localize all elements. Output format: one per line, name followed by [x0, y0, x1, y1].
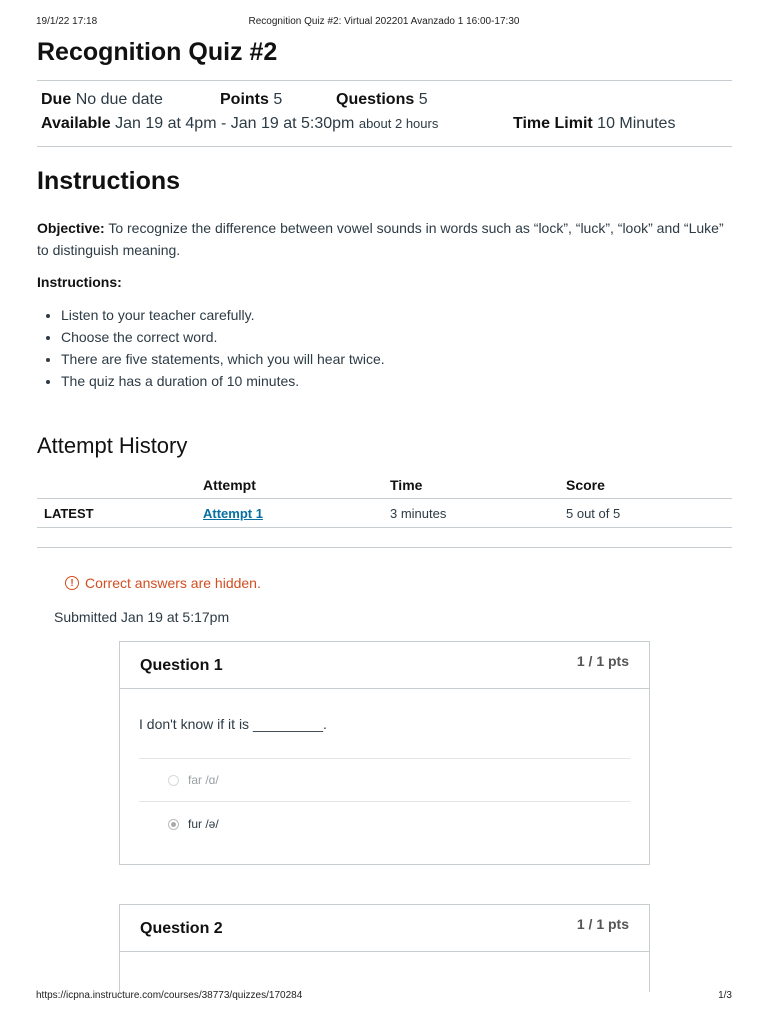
time-limit-value: 10 Minutes: [597, 115, 676, 132]
notice-text: Correct answers are hidden.: [85, 575, 261, 591]
questions-value: 5: [418, 91, 428, 108]
points-value: 5: [273, 91, 283, 108]
instructions-list: [37, 304, 385, 392]
quiz-available: [41, 115, 438, 133]
question-header: [120, 642, 649, 689]
list-item: • Listen to your teacher carefully.: [61, 304, 385, 326]
divider: [37, 547, 732, 548]
table-row: [37, 499, 732, 528]
answer-label: fur /ə/: [188, 817, 219, 831]
questions-label: Questions: [336, 91, 415, 108]
quiz-questions: [336, 91, 428, 109]
list-item: • The quiz has a duration of 10 minutes.: [61, 370, 385, 392]
instructions-label-paragraph: [37, 271, 727, 293]
attempt-link[interactable]: Attempt 1: [203, 506, 263, 521]
available-value: Jan 19 at 4pm - Jan 19 at 5:30pm: [115, 115, 355, 132]
divider: [37, 146, 732, 147]
points-label: Points: [220, 91, 269, 108]
table-divider: [37, 527, 732, 528]
warning-icon: !: [65, 576, 79, 590]
divider: [37, 80, 732, 81]
print-page-number: 1/3: [718, 990, 732, 1001]
attempt-row-label: LATEST: [44, 506, 94, 521]
attempt-score: 5 out of 5: [566, 506, 621, 521]
instructions-heading: Instructions: [37, 167, 181, 195]
print-header: [36, 16, 732, 30]
list-item: • There are five statements, which you will hear twice.: [61, 348, 385, 370]
print-datetime: 19/1/22 17:18: [36, 16, 98, 27]
radio-button-selected[interactable]: [168, 819, 179, 830]
available-label: Available: [41, 115, 111, 132]
quiz-points: [220, 91, 282, 109]
quiz-due: [41, 91, 163, 109]
objective-paragraph: [37, 217, 727, 261]
table-header-cell: Score: [566, 477, 605, 493]
available-note: about 2 hours: [358, 116, 439, 131]
question-text: I don't know if it is _________.: [139, 716, 327, 732]
radio-button[interactable]: [168, 775, 179, 786]
answers-hidden-notice: [65, 575, 261, 591]
question-header: [120, 905, 649, 952]
question-points: 1 / 1 pts: [576, 653, 629, 669]
table-header-cell: Attempt: [203, 477, 256, 493]
time-limit-label: Time Limit: [513, 115, 593, 132]
print-url: https://icpna.instructure.com/courses/38773/quizzes/170284: [36, 990, 303, 1001]
question-points: 1 / 1 pts: [576, 916, 629, 932]
submitted-text: Submitted Jan 19 at 5:17pm: [54, 609, 230, 625]
list-item: • Choose the correct word.: [61, 326, 385, 348]
attempt-time: 3 minutes: [390, 506, 447, 521]
answer-divider: [139, 758, 630, 759]
due-value: No due date: [75, 91, 163, 108]
objective-text: To recognize the difference between vowel sounds in words such as “lock”, “luck”, “look” and “Luke” to distinguish meaning.: [37, 220, 724, 258]
page-title: Recognition Quiz #2: [37, 38, 278, 66]
answer-label: far /ɑ/: [188, 773, 219, 787]
question-title: Question 1: [140, 657, 223, 674]
attempt-history-table: [37, 470, 732, 528]
print-doc-title: Recognition Quiz #2: Virtual 202201 Avanzado 1 16:00-17:30: [248, 16, 520, 27]
answer-divider: [139, 801, 630, 802]
instructions-label: Instructions:: [37, 274, 122, 290]
table-header-row: [37, 470, 732, 499]
objective-label: Objective:: [37, 220, 105, 236]
quiz-time-limit: [513, 115, 675, 133]
attempt-history-heading: Attempt History: [37, 433, 188, 458]
answer-option-selected[interactable]: [168, 817, 219, 831]
print-footer: [36, 990, 732, 1004]
question-card: [119, 641, 650, 865]
question-card: [119, 904, 650, 992]
table-header-cell: Time: [390, 477, 423, 493]
question-title: Question 2: [140, 920, 223, 937]
answer-option[interactable]: [168, 773, 219, 787]
due-label: Due: [41, 91, 72, 108]
